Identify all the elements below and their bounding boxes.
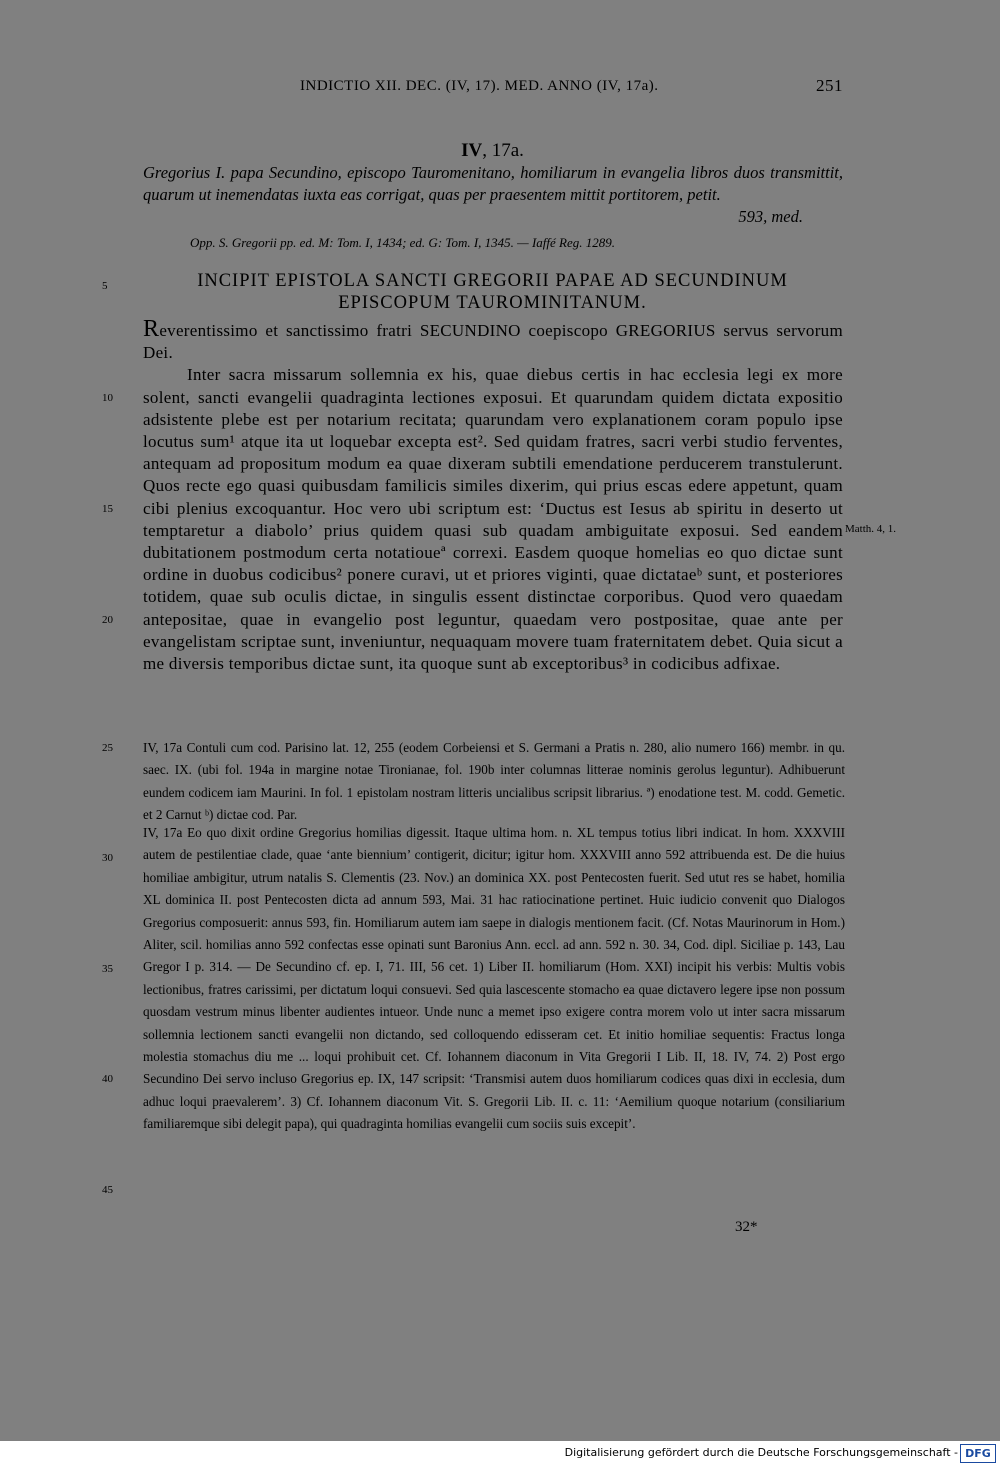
regest-text: Gregorius I. papa Secundino, episcopo Tauromenitano, homiliarum in evangelia libros duos transmittit, quarum ut inemendatas iuxta eas corrigat, quas per praesentem mittit portitorem, petit. xyxy=(143,163,843,204)
document-number-rest: , 17a. xyxy=(482,140,524,161)
line-number-35: 35 xyxy=(102,963,113,975)
letter-heading-line-2: EPISCOPUM TAUROMINITANUM. xyxy=(338,293,647,313)
letter-paragraph: Inter sacra missarum sollemnia ex his, quae diebus certis in hac ecclesia legi ex more solent, sancti evangelii quadraginta lectiones exposui. Et quarundam quidem dictata expositio adsistente plebe est per notarium recitata; quarundam vero explanationem coram populo ipse locutus sum¹ atque ita ut loquebar excepta est². Sed quidam fratres, sacri verbi studio ferventes, antequam ad propositum modum ea quae dixeram subtili emendatione perducerem transtulerunt. Quos recte ego quasi quibusdam familicis similes dixerim, qui prius escas edere appetunt, quam cibi plenius excoquantur. Hoc vero ubi scriptum est: ‘Ductus est Iesus ab spiritu in deserto ut temptaretur a diabolo’ prius quidem quasi sub quadam ambiguitate exposui. Sed eandem dubitationem postmodum certa notatioueª correxi. Easdem quoque homelias eo quo dictae sunt ordine in duobus codicibus² ponere curavi, ut et priores viginti, quae dictataeᵇ sunt, et posteriores totidem, quae sub oculis dictae, in singulis essent distinctae corporibus. Quod vero quaedam antepositae, quae in evangelio post leguntur, quaedam vero postpositae, quae ante per evangelistam scriptae sunt, inveniuntur, nequaquam movere tuam fraternitatem debet. Quia sicut a me diversis temporibus dictae sunt, ita quoque sunt ab exceptoribus³ in codicibus adfixae. xyxy=(143,365,843,674)
salutation xyxy=(143,318,843,364)
letter-heading xyxy=(140,270,845,314)
initial-letter: R xyxy=(143,316,160,342)
signature-mark: 32* xyxy=(735,1219,758,1235)
page-number: 251 xyxy=(816,76,843,95)
running-head-title: INDICTIO XII. DEC. (IV, 17). MED. ANNO (IV, 17a). xyxy=(300,78,659,94)
running-head xyxy=(140,76,845,100)
line-number-25: 25 xyxy=(102,742,113,754)
line-number-45: 45 xyxy=(102,1184,113,1196)
regest xyxy=(143,162,843,226)
critical-apparatus: IV, 17a Contuli cum cod. Parisino lat. 12, 255 (eodem Corbeiensi et S. Germani a Pratis n. 280, alio numero 166) membr. in qu. saec. IX. (ubi fol. 194a in margine notae Tironianae, fol. 190b inter columnas litterae nominis gerolus leguntur). Adhibuerunt eundem codicem iam Maurini. In fol. 1 epistolam nostram litteris uncialibus scripsit librarius. ª) enodatione test. M. codd. Gemetic. et 2 Carnut ᵇ) dictae cod. Par. xyxy=(143,740,845,823)
line-number-40: 40 xyxy=(102,1073,113,1085)
letter-heading-line-1: INCIPIT EPISTOLA SANCTI GREGORII PAPAE AD SECUNDINUM xyxy=(197,271,788,291)
line-number-20: 20 xyxy=(102,614,113,626)
line-number-30: 30 xyxy=(102,852,113,864)
document-number xyxy=(140,140,845,162)
line-number-15: 15 xyxy=(102,503,113,515)
line-number-10: 10 xyxy=(102,392,113,404)
salutation-text: everentissimo et sanctissimo fratri SECUNDINO coepiscopo GREGORIUS servus servorum Dei. xyxy=(143,321,843,363)
dfg-logo: DFG xyxy=(960,1444,996,1463)
line-number-5: 5 xyxy=(102,280,108,292)
edition-sources: Opp. S. Gregorii pp. ed. M: Tom. I, 1434; ed. G: Tom. I, 1345. — Iaffé Reg. 1289. xyxy=(190,235,616,250)
funding-credit: Digitalisierung gefördert durch die Deutsche Forschungsgemeinschaft - xyxy=(564,1446,958,1459)
footer-bar xyxy=(0,1441,1000,1465)
letter-body xyxy=(143,318,843,675)
regest-date: 593, med. xyxy=(738,207,803,226)
marginal-bible-reference: Matth. 4, 1. xyxy=(845,523,897,535)
document-number-roman: IV xyxy=(461,140,483,161)
commentary-notes: IV, 17a Eo quo dixit ordine Gregorius homilias digessit. Itaque ultima hom. n. XL tempus totius libri indicat. In hom. XXXVIII autem de pestilentiae clade, quae ‘ante biennium’ contigerit, dicitur; igitur hom. XXXVIII anno 592 attribuenda est. De die huius homiliae ambigitur, utrum natalis S. Clementis (23. Nov.) an dominica XX. post Pentecosten fuerit. Sed utut res se habet, homilia XL dominica II. post Pentecosten dicta ad annum 593, Mai. 31 hac ratiocinatione pertinet. Huic iudicio convenit quo Dialogos Gregorius composuerit: annus 593, fin. Homiliarum autem iam saepe in dialogis mentionem facit. (Cf. Notas Maurinorum in Hom.) Aliter, scil. homilias anno 592 confectas esse opinati sunt Baronius Ann. eccl. ad ann. 592 n. 30. 34, Cod. dipl. Siciliae p. 143, Lau Gregor I p. 314. — De Secundino cf. ep. I, 71. III, 56 cet. 1) Liber II. homiliarum (Hom. XXI) incipit his verbis: Multis vobis lectionibus, fratres carissimi, per dictatum loqui consuevi. Sed quia lascescente stomacho ea quae dictavero legere ipse non possum quosdam vestrum minus libenter audientes intueor. Unde nunc a memet ipso exigere contra morem volo ut inter sacra missarum sollemnia lectionem sancti evangelii non dictando, sed colloquendo edisseram cet. Et initio homiliae sequentis: Fractus longa molestia stomachus diu me ... loqui prohibuit cet. Cf. Iohannem diaconum in Vita Gregorii I Lib. II, 18. IV, 74. 2) Post ergo Secundino Dei servo incluso Gregorius ep. IX, 147 scripsit: ‘Transmisi autem duos homiliarum codices quas dixi in ecclesia, dum adhuc loqui praevalerem’. 3) Cf. Iohannem diaconum Vit. S. Gregorii Lib. II. c. 11: ‘Aemilium quoque notarium (consiliarium familiaremque sibi delegit papa), qui quadraginta homilias evangelii cum sociis suis excepit’. xyxy=(143,825,845,1132)
